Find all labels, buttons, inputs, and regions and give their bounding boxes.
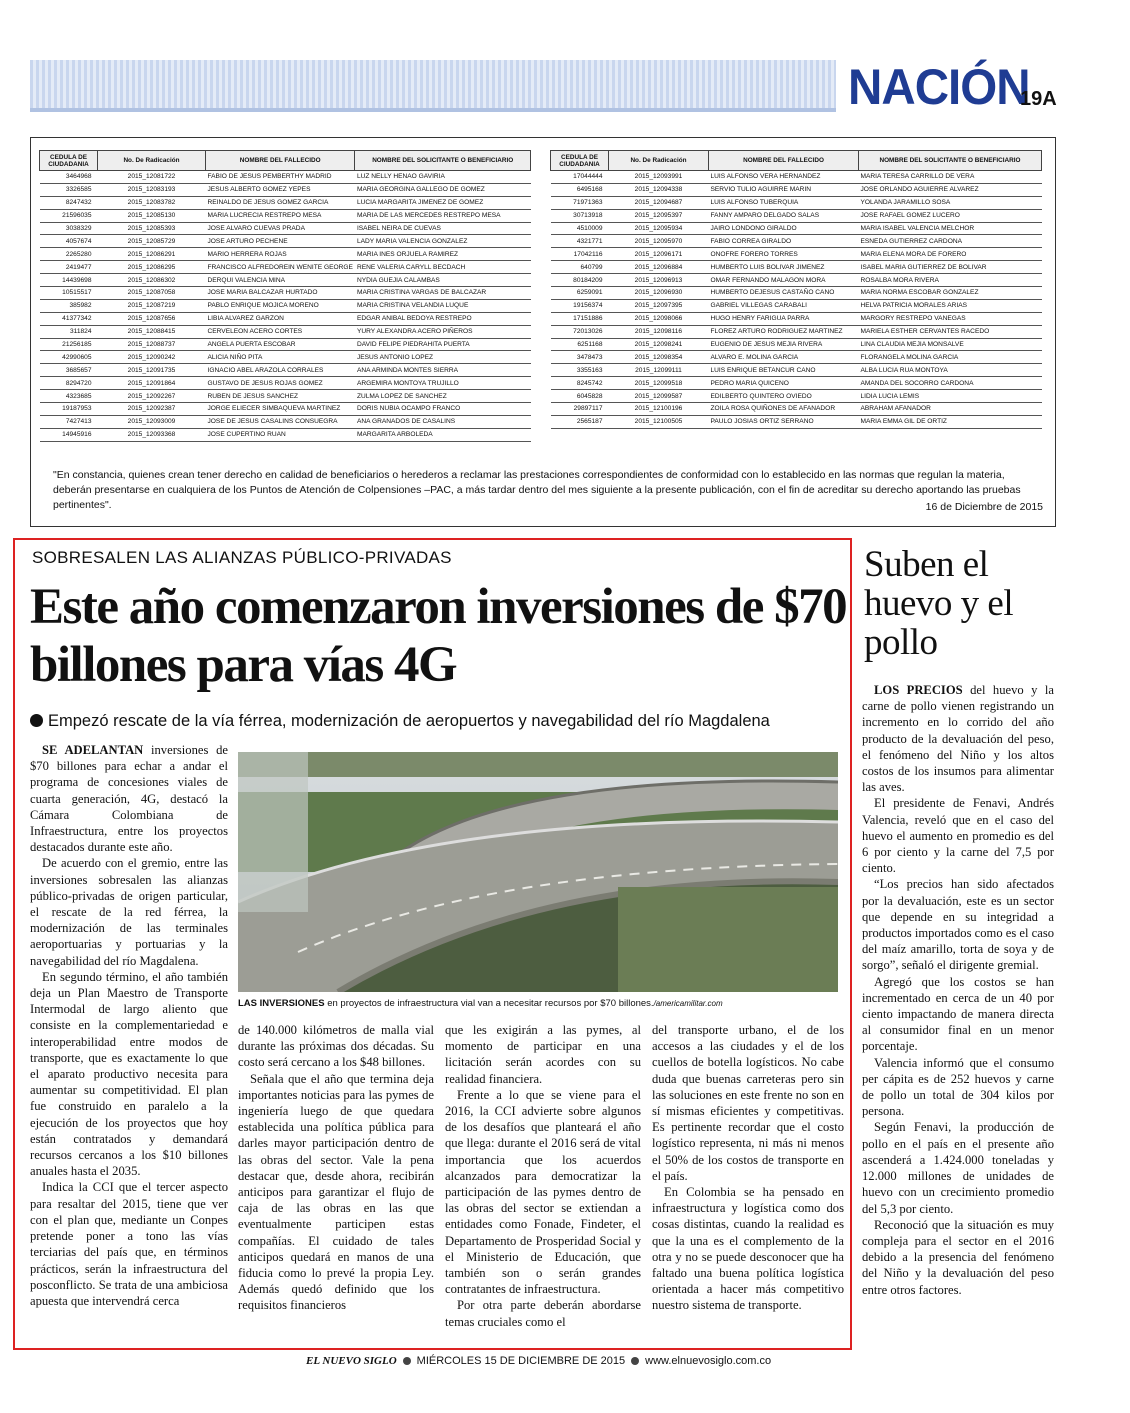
paragraph: de 140.000 kilómetros de malla vial durante las próximas dos décadas. Su costo será cercano a los $48 billones. (238, 1023, 434, 1070)
cedula-cell: 311824 (40, 325, 98, 338)
paragraph: “Los precios han sido afectados por la devaluación, este es un sector que depende en su integridad a productos importados como es el caso del maíz amarillo, torta de soya y de sorgo”, señaló el dirigente gremial. (862, 877, 1055, 973)
radicacion-cell: 2015_12087656 (98, 312, 206, 325)
fallecido-cell: HUMBERTO LUIS BOLIVAR JIMENEZ (709, 261, 859, 274)
fallecido-cell: HUGO HENRY FARIGUA PARRA (709, 312, 859, 325)
solicitante-cell: ESNEDA GUTIERREZ CARDONA (859, 235, 1042, 248)
fallecido-cell: PABLO ENRIQUE MOJICA MORENO (206, 299, 355, 312)
fallecido-cell: ALICIA NIÑO PITA (206, 351, 355, 364)
solicitante-cell: HELVA PATRICIA MORALES ARIAS (859, 299, 1042, 312)
table-row (551, 338, 1042, 351)
table-row (40, 338, 531, 351)
caption-text: en proyectos de infraestructura vial van a necesitar recursos por $70 billones. (324, 998, 654, 1009)
bullet-dot-icon (30, 714, 43, 727)
radicacion-cell: 2015_12100505 (609, 415, 709, 428)
radicacion-cell: 2015_12099518 (609, 377, 709, 390)
fallecido-cell: FABIO DE JESUS PEMBERTHY MADRID (206, 171, 355, 184)
notice-table-right (550, 150, 1042, 429)
cedula-cell: 8294720 (40, 377, 98, 390)
cedula-cell: 21256185 (40, 338, 98, 351)
radicacion-cell: 2015_12091864 (98, 377, 206, 390)
table-row (40, 287, 531, 300)
paragraph: De acuerdo con el gremio, entre las inversiones sobresalen las alianzas público-privadas de origen particular, el rescate de la red férrea, la modernización de las terminales aeroportuarias y portuarias y la navegabilidad del río Magdalena. (30, 856, 228, 968)
solicitante-cell: YURY ALEXANDRA ACERO PIÑEROS (355, 325, 531, 338)
table-row (551, 299, 1042, 312)
photo-credit: /americamilitar.com (653, 999, 723, 1008)
cedula-cell: 30713918 (551, 209, 609, 222)
radicacion-cell: 2015_12096884 (609, 261, 709, 274)
cedula-cell: 6259091 (551, 287, 609, 300)
fallecido-cell: EDILBERTO QUINTERO OVIEDO (709, 390, 859, 403)
footer-date: MIÉRCOLES 15 DE DICIEMBRE DE 2015 (416, 1355, 626, 1367)
paragraph: Agregó que los costos se han incrementado en cerca de un 40 por ciento impactando de manera directa al consumidor final en un menor porcentaje. (862, 974, 1054, 1054)
table-row (551, 171, 1042, 184)
cedula-cell: 6251168 (551, 338, 609, 351)
cedula-cell: 2565187 (551, 415, 609, 428)
lead-in: SE ADELANTAN (42, 743, 144, 757)
fallecido-cell: GABRIEL VILLEGAS CARABALI (709, 299, 859, 312)
article-column-2 (238, 1022, 434, 1314)
radicacion-cell: 2015_12086302 (98, 274, 206, 287)
radicacion-cell: 2015_12085130 (98, 209, 206, 222)
cedula-cell: 385982 (40, 299, 98, 312)
table-row (40, 235, 531, 248)
fallecido-cell: FANNY AMPARO DELGADO SALAS (709, 209, 859, 222)
solicitante-cell: LIDIA LUCIA LEMIS (859, 390, 1042, 403)
solicitante-cell: MARIA ISABEL VALENCIA MELCHOR (859, 222, 1042, 235)
paragraph: Valencia informó que el consumo per cápita es de 252 huevos y carne de pollo un total de 304 kilos por persona. (862, 1055, 1054, 1119)
table-row (551, 235, 1042, 248)
cedula-cell: 17151886 (551, 312, 609, 325)
radicacion-cell: 2015_12092387 (98, 403, 206, 416)
radicacion-cell: 2015_12092267 (98, 390, 206, 403)
cedula-cell: 80184209 (551, 274, 609, 287)
table-row (551, 312, 1042, 325)
table-row (40, 325, 531, 338)
table-row (40, 312, 531, 325)
solicitante-cell: FLORANGELA MOLINA GARCIA (859, 351, 1042, 364)
masthead-pattern-bar (30, 60, 836, 110)
radicacion-cell: 2015_12096913 (609, 274, 709, 287)
radicacion-cell: 2015_12098116 (609, 325, 709, 338)
article-headline: Este año comenzaron inversiones de $70 billones para vías 4G (30, 579, 847, 693)
radicacion-cell: 2015_12086291 (98, 248, 206, 261)
cedula-cell: 4321771 (551, 235, 609, 248)
solicitante-cell: ANA ARMINDA MONTES SIERRA (355, 364, 531, 377)
cedula-cell: 19187953 (40, 403, 98, 416)
solicitante-cell: LINA CLAUDIA MEJIA MONSALVE (859, 338, 1042, 351)
cedula-cell: 4057674 (40, 235, 98, 248)
radicacion-cell: 2015_12085393 (98, 222, 206, 235)
legal-notice-box (30, 137, 1056, 527)
radicacion-cell: 2015_12100196 (609, 403, 709, 416)
table-row (40, 351, 531, 364)
table-row (551, 364, 1042, 377)
cedula-cell: 8245742 (551, 377, 609, 390)
paragraph: del transporte urbano, el de los accesos a las ciudades y el de los cuellos de botella logísticos. No cabe duda que buenas carreteras pero sin las soluciones en este frente no son en sí mismas eficientes y competitivas. Es pertinente recordar que el costo logístico representa, ni más ni menos el 50% de los costos de transporte en el país. (652, 1023, 844, 1183)
solicitante-cell: ISABEL MARIA GUTIERREZ DE BOLIVAR (859, 261, 1042, 274)
col-header-cedula: CEDULA DE CIUDADANIA (551, 151, 609, 171)
solicitante-cell: NYDIA GUEJIA CALAMBAS (355, 274, 531, 287)
cedula-cell: 3464968 (40, 171, 98, 184)
radicacion-cell: 2015_12095934 (609, 222, 709, 235)
cedula-cell: 10515517 (40, 287, 98, 300)
table-row (40, 390, 531, 403)
fallecido-cell: SERVIO TULIO AGUIRRE MARIN (709, 183, 859, 196)
col-header-radicacion: No. De Radicación (609, 151, 709, 171)
solicitante-cell: JOSE ORLANDO AGUIERRE ALVAREZ (859, 183, 1042, 196)
table-row (40, 248, 531, 261)
article-kicker: SOBRESALEN LAS ALIANZAS PÚBLICO-PRIVADAS (32, 548, 452, 567)
separator-dot-icon (403, 1357, 411, 1365)
cedula-cell: 3478473 (551, 351, 609, 364)
fallecido-cell: JESUS ALBERTO GOMEZ YEPES (206, 183, 355, 196)
fallecido-cell: HUMBERTO DEJESUS CASTAÑO CANO (709, 287, 859, 300)
radicacion-cell: 2015_12094687 (609, 196, 709, 209)
fallecido-cell: GUSTAVO DE JESUS ROJAS GOMEZ (206, 377, 355, 390)
solicitante-cell: AMANDA DEL SOCORRO CARDONA (859, 377, 1042, 390)
fallecido-cell: ONOFRE FORERO TORRES (709, 248, 859, 261)
table-row (40, 222, 531, 235)
cedula-cell: 4323685 (40, 390, 98, 403)
cedula-cell: 3685657 (40, 364, 98, 377)
radicacion-cell: 2015_12097395 (609, 299, 709, 312)
notice-table-left (39, 150, 531, 442)
cedula-cell: 3326585 (40, 183, 98, 196)
fallecido-cell: IGNACIO ABEL ARAZOLA CORRALES (206, 364, 355, 377)
cedula-cell: 21596035 (40, 209, 98, 222)
footer-url[interactable]: www.elnuevosiglo.com.co (645, 1355, 772, 1367)
fallecido-cell: PEDRO MARIA QUICENO (709, 377, 859, 390)
table-row (40, 364, 531, 377)
table-row (40, 196, 531, 209)
solicitante-cell: DAVID FELIPE PIEDRAHITA PUERTA (355, 338, 531, 351)
solicitante-cell: DORIS NUBIA OCAMPO FRANCO (355, 403, 531, 416)
table-row (40, 428, 531, 441)
cedula-cell: 14945916 (40, 428, 98, 441)
cedula-cell: 42990605 (40, 351, 98, 364)
col-header-fallecido: NOMBRE DEL FALLECIDO (709, 151, 859, 171)
radicacion-cell: 2015_12096171 (609, 248, 709, 261)
table-row (551, 209, 1042, 222)
cedula-cell: 72013026 (551, 325, 609, 338)
paragraph: Por otra parte deberán abordarse temas cruciales como el (445, 1298, 641, 1329)
radicacion-cell: 2015_12087219 (98, 299, 206, 312)
solicitante-cell: MARGARITA ARBOLEDA (355, 428, 531, 441)
cedula-cell: 17042116 (551, 248, 609, 261)
cedula-cell: 19156374 (551, 299, 609, 312)
radicacion-cell: 2015_12087058 (98, 287, 206, 300)
col-header-radicacion: No. De Radicación (98, 151, 206, 171)
paragraph: En Colombia se ha pensado en infraestructura y logística como dos cosas distintas, cuando la realidad es que la una es el complemento de la otra y no se puede desconocer que ha faltado una buena política logística orientada a hacer más competitivo nuestro sistema de transporte. (652, 1185, 844, 1313)
solicitante-cell: LADY MARIA VALENCIA GONZALEZ (355, 235, 531, 248)
radicacion-cell: 2015_12098241 (609, 338, 709, 351)
highway-photo-illustration (238, 752, 838, 992)
radicacion-cell: 2015_12098354 (609, 351, 709, 364)
radicacion-cell: 2015_12081722 (98, 171, 206, 184)
solicitante-cell: RENE VALERIA CARYLL BECDACH (355, 261, 531, 274)
highway-bridge-photo (238, 752, 838, 992)
fallecido-cell: MARIO HERRERA ROJAS (206, 248, 355, 261)
solicitante-cell: MARIA GEORGINA GALLEGO DE GOMEZ (355, 183, 531, 196)
article-subhead (30, 712, 770, 731)
solicitante-cell: LUCIA MARGARITA JIMENEZ DE GOMEZ (355, 196, 531, 209)
cedula-cell: 17044444 (551, 171, 609, 184)
fallecido-cell: JOSE CUPERTINO RUAN (206, 428, 355, 441)
notice-statement: "En constancia, quienes crean tener derecho en calidad de beneficiarios o herederos a reclamar las prestaciones correspondientes de conformidad con lo establecido en las normas que regulan la materia, deberán presentarse en cualquiera de los Puntos de Atención de Colpensiones –PAC, a más tardar dentro del mes siguiente a la presente publicación, con el fin de acreditar su derecho aportando las pruebas pertinentes". (53, 469, 1021, 511)
radicacion-cell: 2015_12088415 (98, 325, 206, 338)
radicacion-cell: 2015_12086295 (98, 261, 206, 274)
paragraph: Reconoció que la situación es muy compleja para el sector en el 2016 debido a la presencia del fenómeno del Niño y la devaluación del peso entre otros factores. (862, 1217, 1054, 1297)
lead-in: LOS PRECIOS (874, 683, 963, 697)
solicitante-cell: JOSE RAFAEL GOMEZ LUCERO (859, 209, 1042, 222)
table-row (551, 390, 1042, 403)
solicitante-cell: ALBA LUCIA RUA MONTOYA (859, 364, 1042, 377)
cedula-cell: 6495168 (551, 183, 609, 196)
col-header-solicitante: NOMBRE DEL SOLICITANTE O BENEFICIARIO (859, 151, 1042, 171)
paragraph: que les exigirán a las pymes, al momento de participar en una licitación serán acordes con su realidad financiera. (445, 1023, 641, 1086)
paragraph: Según Fenavi, la producción de pollo en el país en el presente año ascenderá a 1.424.000 toneladas y 12.000 millones de unidades de huevo con un crecimiento promedio del 5,3 por ciento. (862, 1120, 1054, 1216)
fallecido-cell: CERVELEON ACERO CORTES (206, 325, 355, 338)
solicitante-cell: MARIA DE LAS MERCEDES RESTREPO MESA (355, 209, 531, 222)
fallecido-cell: LUIS ALFONSO VERA HERNANDEZ (709, 171, 859, 184)
cedula-cell: 8247432 (40, 196, 98, 209)
cedula-cell: 29897117 (551, 403, 609, 416)
fallecido-cell: RUBEN DE JESUS SANCHEZ (206, 390, 355, 403)
radicacion-cell: 2015_12096930 (609, 287, 709, 300)
fallecido-cell: JOSE ALVARO CUEVAS PRADA (206, 222, 355, 235)
radicacion-cell: 2015_12093009 (98, 415, 206, 428)
radicacion-cell: 2015_12098066 (609, 312, 709, 325)
notice-date: 16 de Diciembre de 2015 (925, 501, 1043, 513)
radicacion-cell: 2015_12099587 (609, 390, 709, 403)
table-row (40, 183, 531, 196)
table-row (551, 403, 1042, 416)
sidebar-headline: Suben el huevo y el pollo (864, 544, 1014, 663)
caption-lead: LAS INVERSIONES (238, 998, 325, 1009)
radicacion-cell: 2015_12083193 (98, 183, 206, 196)
fallecido-cell: LUIS ALFONSO TUBERQUIA (709, 196, 859, 209)
fallecido-cell: FABIO CORREA GIRALDO (709, 235, 859, 248)
col-header-cedula: CEDULA DE CIUDADANIA (40, 151, 98, 171)
fallecido-cell: OMAR FERNANDO MALAGON MORA (709, 274, 859, 287)
article-column-4 (652, 1022, 844, 1314)
fallecido-cell: JOSE DE JESUS CASALINS CONSUEGRA (206, 415, 355, 428)
article-column-3 (445, 1022, 641, 1330)
solicitante-cell: EDGAR ANIBAL BEDOYA RESTREPO (355, 312, 531, 325)
solicitante-cell: MARIA CRISTINA VELANDIA LUQUE (355, 299, 531, 312)
section-title: NACIÓN (848, 59, 1030, 115)
cedula-cell: 71971363 (551, 196, 609, 209)
table-row (551, 183, 1042, 196)
cedula-cell: 2265280 (40, 248, 98, 261)
separator-dot-icon (631, 1357, 639, 1365)
radicacion-cell: 2015_12090242 (98, 351, 206, 364)
solicitante-cell: MARIELA ESTHER CERVANTES RACEDO (859, 325, 1042, 338)
solicitante-cell: MARIA CRISTINA VARGAS DE BALCAZAR (355, 287, 531, 300)
paragraph: En segundo término, el año también deja un Plan Maestro de Transporte Intermodal de largo aliento que consiste en la complementariedad e interoperabilidad entre modos de transporte, que es exactamente lo que el aparato productivo necesita para aumentar su competitividad. El plan fue construido en paralelo a la ejecución de los proyectos que hoy están contratados y demandará recursos cercanos a los $10 billones anuales hasta el 2035. (30, 969, 228, 1179)
radicacion-cell: 2015_12083782 (98, 196, 206, 209)
newspaper-brand: EL NUEVO SIGLO (306, 1355, 397, 1367)
fallecido-cell: JOSE ARTURO PECHENE (206, 235, 355, 248)
table-row (40, 274, 531, 287)
fallecido-cell: JAIRO LONDONO GIRALDO (709, 222, 859, 235)
radicacion-cell: 2015_12093368 (98, 428, 206, 441)
radicacion-cell: 2015_12095397 (609, 209, 709, 222)
paragraph: Señala que el año que termina deja importantes noticias para las pymes de ingeniería luego de que quedara establecida una política pública para darles mayor participación dentro de las obras del sector. Vale la pena destacar que, desde ahora, recibirán anticipos para garantizar el flujo de caja de las obras en las que eventualmente participen estas compañías. El cuidado de tales anticipos quedará en manos de una fiducia como lo prevé la propia Ley. Además quedó definido que los requisitos financieros (238, 1071, 434, 1313)
solicitante-cell: MARIA ELENA MORA DE FORERO (859, 248, 1042, 261)
fallecido-cell: ZOILA ROSA QUIÑONES DE AFANADOR (709, 403, 859, 416)
subhead-text: Empezó rescate de la vía férrea, modernización de aeropuertos y navegabilidad del río Magdalena (48, 712, 770, 730)
table-row (40, 403, 531, 416)
cedula-cell: 4510009 (551, 222, 609, 235)
col-header-solicitante: NOMBRE DEL SOLICITANTE O BENEFICIARIO (355, 151, 531, 171)
paragraph: Frente a lo que se viene para el 2016, la CCI advierte sobre algunos de los desafíos que planteará el año que llega: durante el 2016 será de vital importancia que los acuerdos alcanzados para democratizar la participación de las pymes dentro de las obras del sector se extiendan a entidades como Fonade, Findeter, el Departamento de Prosperidad Social y el Ministerio de Educación, que también son o serán grandes contratantes de infraestructura. (445, 1087, 641, 1297)
table-row (551, 248, 1042, 261)
solicitante-cell: ABRAHAM AFANADOR (859, 403, 1042, 416)
table-row (40, 171, 531, 184)
table-row (551, 415, 1042, 428)
paragraph: inversiones de $70 billones para echar a andar el programa de concesiones viales de cuarta generación, 4G, destacó la Cámara Colombiana de Infraestructura, entre los proyectos destacados durante este año. (30, 743, 228, 855)
fallecido-cell: REINALDO DE JESUS GOMEZ GARCIA (206, 196, 355, 209)
cedula-cell: 41377342 (40, 312, 98, 325)
paragraph: del huevo y la carne de pollo vienen registrando un incremento en lo corrido del año producto de la devaluación del peso, el fenómeno del Niño y los altos costos de los insumos para alimentar las aves. (862, 683, 1054, 795)
table-row (40, 209, 531, 222)
solicitante-cell: ISABEL NEIRA DE CUEVAS (355, 222, 531, 235)
radicacion-cell: 2015_12093991 (609, 171, 709, 184)
page-footer (306, 1355, 771, 1367)
sidebar-column (862, 682, 1054, 1298)
fallecido-cell: PAULO JOSIAS ORTIZ SERRANO (709, 415, 859, 428)
fallecido-cell: FRANCISCO ALFREDOREIN WENITE GEORGE (206, 261, 355, 274)
fallecido-cell: LIBIA ALVAREZ GARZON (206, 312, 355, 325)
radicacion-cell: 2015_12085729 (98, 235, 206, 248)
radicacion-cell: 2015_12091735 (98, 364, 206, 377)
table-row (40, 299, 531, 312)
solicitante-cell: MARGORY RESTREPO VANEGAS (859, 312, 1042, 325)
table-row (551, 325, 1042, 338)
solicitante-cell: JESUS ANTONIO LOPEZ (355, 351, 531, 364)
solicitante-cell: ZULMA LOPEZ DE SANCHEZ (355, 390, 531, 403)
cedula-cell: 640799 (551, 261, 609, 274)
fallecido-cell: DERQUI VALENCIA MINA (206, 274, 355, 287)
cedula-cell: 7427413 (40, 415, 98, 428)
table-row (551, 261, 1042, 274)
photo-caption (238, 998, 723, 1009)
masthead-rule (30, 108, 836, 112)
table-row (551, 222, 1042, 235)
cedula-cell: 3355163 (551, 364, 609, 377)
cedula-cell: 3038329 (40, 222, 98, 235)
solicitante-cell: MARIA TERESA CARRILLO DE VERA (859, 171, 1042, 184)
page-number: 19A (1020, 88, 1057, 110)
solicitante-cell: ROSALBA MORA RIVERA (859, 274, 1042, 287)
solicitante-cell: YOLANDA JARAMILLO SOSA (859, 196, 1042, 209)
radicacion-cell: 2015_12094338 (609, 183, 709, 196)
solicitante-cell: MARIA INES ORJUELA RAMIREZ (355, 248, 531, 261)
solicitante-cell: ARGEMIRA MONTOYA TRUJILLO (355, 377, 531, 390)
table-row (551, 274, 1042, 287)
radicacion-cell: 2015_12099111 (609, 364, 709, 377)
solicitante-cell: MARIA NORMA ESCOBAR GONZALEZ (859, 287, 1042, 300)
solicitante-cell: LUZ NELLY HENAO GAVIRIA (355, 171, 531, 184)
solicitante-cell: MARIA EMMA GIL DE ORTIZ (859, 415, 1042, 428)
fallecido-cell: EUGENIO DE JESUS MEJIA RIVERA (709, 338, 859, 351)
radicacion-cell: 2015_12088737 (98, 338, 206, 351)
table-row (551, 377, 1042, 390)
fallecido-cell: FLOREZ ARTURO RODRIGUEZ MARTINEZ (709, 325, 859, 338)
article-column-1 (30, 742, 228, 1309)
fallecido-cell: MARIA LUCRECIA RESTREPO MESA (206, 209, 355, 222)
table-row (551, 351, 1042, 364)
fallecido-cell: ANGELA PUERTA ESCOBAR (206, 338, 355, 351)
table-row (40, 377, 531, 390)
paragraph: El presidente de Fenavi, Andrés Valencia, reveló que en el caso del huevo el aumento en promedio es del 6 por ciento y la carne del 7,5 por ciento. (862, 796, 1054, 876)
fallecido-cell: LUIS ENRIQUE BETANCUR CANO (709, 364, 859, 377)
fallecido-cell: JORGE ELIECER SIMBAQUEVA MARTINEZ (206, 403, 355, 416)
table-row (551, 287, 1042, 300)
col-header-fallecido: NOMBRE DEL FALLECIDO (206, 151, 355, 171)
table-row (40, 261, 531, 274)
cedula-cell: 6045828 (551, 390, 609, 403)
cedula-cell: 14439698 (40, 274, 98, 287)
fallecido-cell: ALVARO E. MOLINA GARCIA (709, 351, 859, 364)
radicacion-cell: 2015_12095970 (609, 235, 709, 248)
cedula-cell: 2419477 (40, 261, 98, 274)
table-row (551, 196, 1042, 209)
fallecido-cell: JOSE MARIA BALCAZAR HURTADO (206, 287, 355, 300)
solicitante-cell: ANA GRANADOS DE CASALINS (355, 415, 531, 428)
table-row (40, 415, 531, 428)
paragraph: Indica la CCI que el tercer aspecto para resaltar del 2015, tiene que ver con el plan que, mediante un Conpes pretende poner a tono las vías terciarias del país que, en términos prácticos, serán la infraestructura del posconflicto. Se trata de una ambiciosa apuesta que intervendrá cerca (30, 1180, 228, 1308)
